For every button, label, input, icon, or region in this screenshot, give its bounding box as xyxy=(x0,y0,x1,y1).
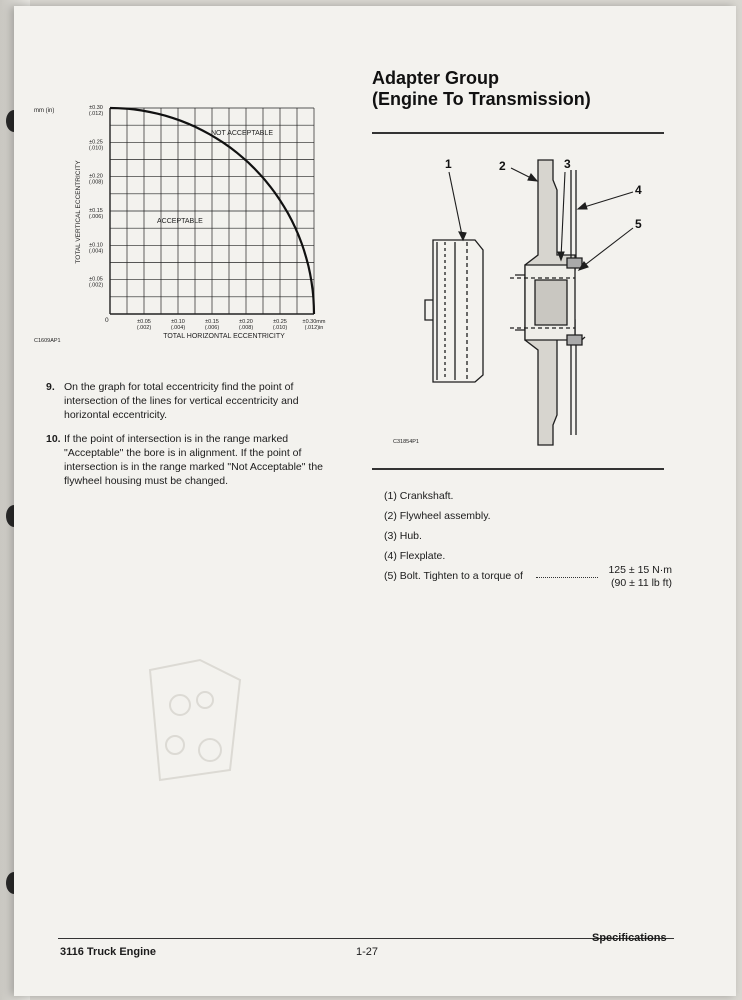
y-tick-label: ±0.10 xyxy=(89,242,103,249)
y-tick-label: ±0.05 xyxy=(89,276,103,283)
x-tick-label: ±0.15 xyxy=(205,319,219,325)
acceptable-label: ACCEPTABLE xyxy=(157,218,203,225)
eccentricity-chart-svg xyxy=(32,92,342,352)
step-number: 9. xyxy=(46,381,55,393)
callout-2: 2 xyxy=(499,159,506,173)
graph-origin-label: 0 xyxy=(105,317,109,324)
y-unit-label: mm (in) xyxy=(34,108,55,114)
show-through-drawing xyxy=(140,650,260,790)
y-tick-label: (.006) xyxy=(88,214,104,220)
y-tick-label: ±0.15 xyxy=(89,208,103,214)
y-tick-label: ±0.20 xyxy=(89,173,103,180)
x-tick-label: ±0.10 xyxy=(171,319,185,325)
heading-rule xyxy=(372,132,664,134)
footer-section: Specifications xyxy=(592,932,667,944)
legend-item-flywheel: (2) Flywheel assembly. xyxy=(384,510,491,522)
step-9 xyxy=(46,380,336,422)
x-tick-label: (.008) xyxy=(238,325,254,331)
bolt-torque-lbft: (90 ± 11 lb ft) xyxy=(610,577,672,589)
x-tick-label: ±0.30mm xyxy=(302,319,326,325)
step-number: 10. xyxy=(46,433,61,445)
callout-1: 1 xyxy=(445,157,452,171)
x-tick-label: (.012)in xyxy=(304,325,324,331)
footer-title: 3116 Truck Engine xyxy=(60,946,156,958)
x-tick-label: ±0.25 xyxy=(273,319,287,325)
y-tick-label: (.002) xyxy=(88,282,104,289)
callout-3: 3 xyxy=(564,157,571,171)
y-tick-label: (.004) xyxy=(88,248,104,255)
x-tick-label: (.004) xyxy=(170,325,186,331)
x-axis-label: TOTAL HORIZONTAL ECCENTRICITY xyxy=(163,333,285,340)
step-text: On the graph for total eccentricity find the point of intersection of the lines for vertical eccentricity and horizontal eccentricity. xyxy=(64,381,299,421)
y-tick-label: (.012) xyxy=(88,111,104,117)
x-tick-label: ±0.20 xyxy=(239,319,253,325)
not-acceptable-label: NOT ACCEPTABLE xyxy=(211,130,273,137)
footer-rule xyxy=(58,938,674,939)
section-subtitle: (Engine To Transmission) xyxy=(372,89,591,109)
callout-4: 4 xyxy=(635,183,642,197)
y-tick-label: (.008) xyxy=(88,179,104,186)
x-tick-label: (.002) xyxy=(136,325,152,331)
y-axis-label: TOTAL VERTICAL ECCENTRICITY xyxy=(75,160,82,264)
section-heading xyxy=(372,68,591,110)
legend-item-flexplate: (4) Flexplate. xyxy=(384,550,446,562)
callout-5: 5 xyxy=(635,217,642,231)
step-text: If the point of intersection is in the range marked "Acceptable" the bore is in alignment. If the point of intersection is in the range marked "Not Acceptable" the flywheel housing must be changed. xyxy=(64,433,324,487)
section-title: Adapter Group xyxy=(372,68,500,88)
legend-item-crankshaft: (1) Crankshaft. xyxy=(384,490,454,502)
x-tick-label: (.006) xyxy=(204,325,220,331)
graph-figure-id: C1609AP1 xyxy=(34,338,61,344)
y-tick-label: ±0.25 xyxy=(89,139,103,146)
diagram-figure-id: C31854P1 xyxy=(393,439,419,445)
legend-item-bolt xyxy=(384,564,674,589)
total-eccentricity-graph xyxy=(32,92,342,352)
legend-rule xyxy=(372,468,664,470)
y-tick-label: (.010) xyxy=(88,145,104,152)
x-tick-label: ±0.05 xyxy=(137,319,151,325)
step-10 xyxy=(46,432,336,488)
y-tick-label: ±0.30 xyxy=(89,105,103,111)
x-tick-label: (.010) xyxy=(272,325,288,331)
adapter-group-diagram xyxy=(375,150,670,455)
graph-grid xyxy=(89,105,326,331)
page-number: 1-27 xyxy=(356,946,379,958)
bolt-label: (5) Bolt. Tighten to a torque of xyxy=(384,570,523,582)
bolt-torque-nm: 125 ± 15 N·m xyxy=(608,564,672,576)
legend-item-hub: (3) Hub. xyxy=(384,530,422,542)
